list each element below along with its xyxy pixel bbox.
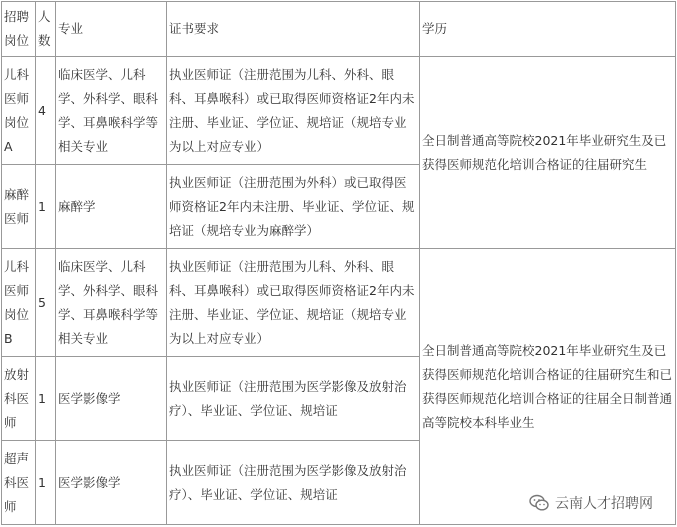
header-major: 专业 [56, 2, 167, 57]
header-position: 招聘岗位 [2, 2, 36, 57]
education-cell: 全日制普通高等院校2021年毕业研究生及已获得医师规范化培训合格证的往届研究生和已获得医师规范化培训合格证的往届全日制普通高等院校本科毕业生 [420, 249, 676, 525]
major-cell: 临床医学、儿科学、外科学、眼科学、耳鼻喉科学等相关专业 [56, 249, 167, 357]
table-row [2, 57, 676, 165]
position-cell: 麻醉医师 [2, 165, 36, 249]
count-cell: 4 [36, 57, 56, 165]
major-cell: 麻醉学 [56, 165, 167, 249]
position-cell: 超声科医师 [2, 441, 36, 525]
header-certificate: 证书要求 [167, 2, 420, 57]
position-cell: 儿科医师岗位B [2, 249, 36, 357]
certificate-cell: 执业医师证（注册范围为医学影像及放射治疗）、毕业证、学位证、规培证 [167, 357, 420, 441]
major-cell: 医学影像学 [56, 441, 167, 525]
watermark-text: 云南人才招聘网 [555, 496, 653, 512]
major-cell: 临床医学、儿科学、外科学、眼科学、耳鼻喉科学等相关专业 [56, 57, 167, 165]
wechat-icon [529, 494, 549, 512]
recruitment-table [1, 1, 676, 525]
header-count: 人数 [36, 2, 56, 57]
certificate-cell: 执业医师证（注册范围为外科）或已取得医师资格证2年内未注册、毕业证、学位证、规培证（规培专业为麻醉学） [167, 165, 420, 249]
certificate-cell: 执业医师证（注册范围为儿科、外科、眼科、耳鼻喉科）或已取得医师资格证2年内未注册、毕业证、学位证、规培证（规培专业为以上对应专业） [167, 57, 420, 165]
position-cell: 儿科医师岗位A [2, 57, 36, 165]
count-cell: 5 [36, 249, 56, 357]
count-cell: 1 [36, 165, 56, 249]
count-cell: 1 [36, 441, 56, 525]
certificate-cell: 执业医师证（注册范围为医学影像及放射治疗）、毕业证、学位证、规培证 [167, 441, 420, 525]
education-cell: 全日制普通高等院校2021年毕业研究生及已获得医师规范化培训合格证的往届研究生 [420, 57, 676, 249]
watermark [529, 493, 653, 513]
header-row [2, 2, 676, 57]
count-cell: 1 [36, 357, 56, 441]
table-row [2, 249, 676, 357]
major-cell: 医学影像学 [56, 357, 167, 441]
certificate-cell: 执业医师证（注册范围为儿科、外科、眼科、耳鼻喉科）或已取得医师资格证2年内未注册、毕业证、学位证、规培证（规培专业为以上对应专业） [167, 249, 420, 357]
position-cell: 放射科医师 [2, 357, 36, 441]
header-education: 学历 [420, 2, 676, 57]
